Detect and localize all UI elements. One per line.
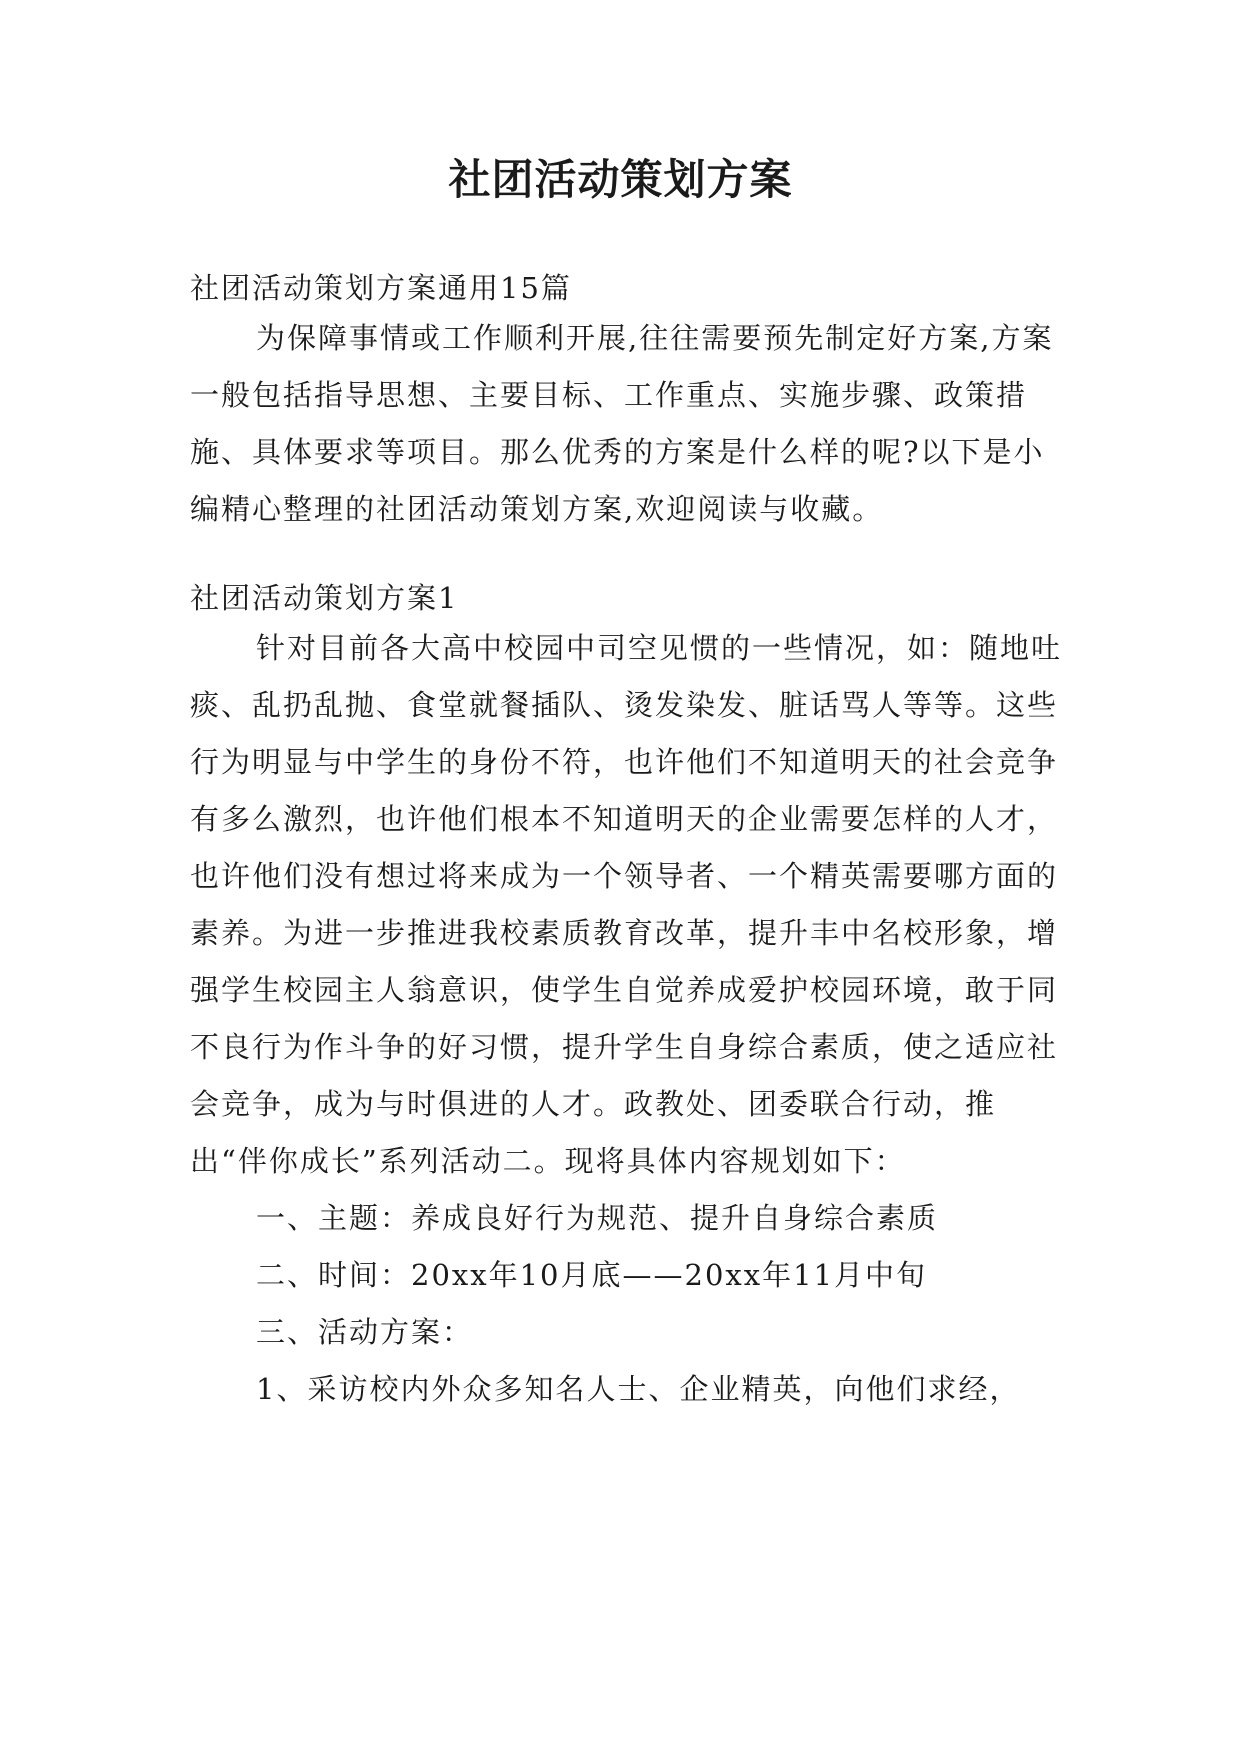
section-body-block	[190, 620, 1070, 1190]
document-title: 社团活动策划方案	[448, 155, 793, 204]
list-item: 三、活动方案：	[256, 1315, 474, 1349]
list-item: 一、主题：养成良好行为规范、提升自身综合素质	[256, 1201, 939, 1235]
section-body-paragraph: 针对目前各大高中校园中司空见惯的一些情况，如：随地吐痰、乱扔乱抛、食堂就餐插队、烫发染发、脏话骂人等等。这些行为明显与中学生的身份不符，也许他们不知道明天的社会竞争有多么激烈，也许他们根本不知道明天的企业需要怎样的人才，也许他们没有想过将来成为一个领导者、一个精英需要哪方面的素养。为进一步推进我校素质教育改革，提升丰中名校形象，增强学生校园主人翁意识，使学生自觉养成爱护校园环境，敢于同不良行为作斗争的好习惯，提升学生自身综合素质，使之适应社会竞争，成为与时俱进的人才。政教处、团委联合行动，推出“伴你成长”系列活动二。现将具体内容规划如下：	[190, 631, 1063, 1178]
collection-heading: 社团活动策划方案通用15篇	[190, 271, 572, 305]
list-item: 二、时间：20xx年10月底——20xx年11月中旬	[256, 1258, 928, 1292]
list-item: 1、采访校内外众多知名人士、企业精英，向他们求经，	[256, 1372, 1021, 1406]
intro-block	[190, 310, 1070, 538]
section-heading: 社团活动策划方案1	[190, 581, 459, 615]
section-items-block	[190, 1190, 1070, 1418]
intro-paragraph: 为保障事情或工作顺利开展,往往需要预先制定好方案,方案一般包括指导思想、主要目标、工作重点、实施步骤、政策措施、具体要求等项目。那么优秀的方案是什么样的呢?以下是小编精心整理的社团活动策划方案,欢迎阅读与收藏。	[190, 321, 1054, 526]
